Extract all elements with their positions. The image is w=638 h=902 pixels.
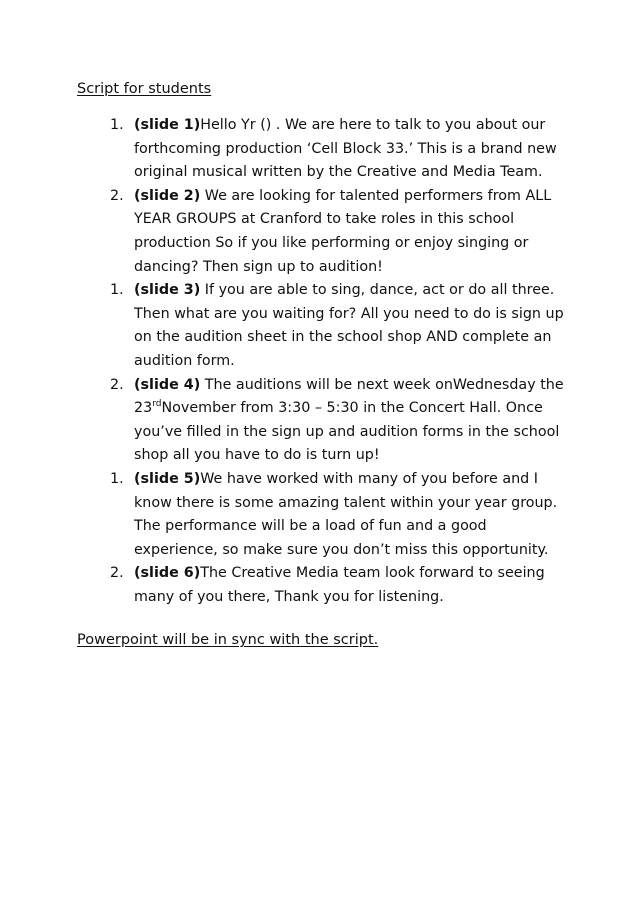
item-line: audition form. xyxy=(134,352,235,369)
item-text: We are looking for talented performers from ALL xyxy=(200,187,552,204)
item-line xyxy=(134,114,577,138)
item-line xyxy=(134,374,577,398)
item-line: dancing? Then sign up to audition! xyxy=(134,258,383,275)
item-line xyxy=(134,279,577,303)
script-item-6 xyxy=(77,562,577,609)
item-text: Hello Yr () . We are here to talk to you about our xyxy=(200,117,546,133)
slide-label: (slide 6) xyxy=(134,565,201,582)
item-number: 2. xyxy=(110,187,124,204)
item-number: 2. xyxy=(110,376,124,393)
item-line: Then what are you waiting for? All you need to do is sign up xyxy=(134,305,564,322)
item-number: 1. xyxy=(110,117,124,133)
document-heading: Script for students xyxy=(77,81,212,97)
item-line: The performance will be a load of fun and a good xyxy=(134,518,487,535)
script-item-4 xyxy=(77,374,577,468)
slide-label: (slide 3) xyxy=(134,282,201,299)
item-line xyxy=(134,562,577,586)
item-line xyxy=(134,468,577,492)
item-line: know there is some amazing talent within your year group. xyxy=(134,494,558,511)
item-line: shop all you have to do is turn up! xyxy=(134,447,380,464)
item-line xyxy=(134,185,577,209)
script-item-5 xyxy=(77,468,577,562)
item-number: 2. xyxy=(110,565,124,582)
item-line: many of you there, Thank you for listening. xyxy=(134,588,444,605)
item-text: We have worked with many of you before and I xyxy=(200,470,538,487)
item-line: you’ve filled in the sign up and audition forms in the school xyxy=(134,423,560,440)
slide-label: (slide 4) xyxy=(134,376,201,393)
item-number: 1. xyxy=(110,470,124,487)
item-line: on the audition sheet in the school shop AND complete an xyxy=(134,329,552,346)
date-rest: November from 3:30 – 5:30 in the Concert Hall. Once xyxy=(161,400,543,417)
script-item-1 xyxy=(77,114,577,185)
date-suffix: rd xyxy=(152,399,162,410)
item-line: YEAR GROUPS at Cranford to take roles in this school xyxy=(134,211,515,228)
item-text: The Creative Media team look forward to seeing xyxy=(200,565,545,582)
item-line: production So if you like performing or enjoy singing or xyxy=(134,234,529,251)
item-text: The auditions will be next week onWednesday the xyxy=(200,376,564,393)
item-line: experience, so make sure you don’t miss this opportunity. xyxy=(134,541,549,558)
item-line-date xyxy=(134,397,577,421)
item-text: If you are able to sing, dance, act or do all three. xyxy=(200,282,555,299)
date-day: 23 xyxy=(134,400,153,417)
item-line: forthcoming production ‘Cell Block 33.’ This is a brand new xyxy=(134,140,557,157)
slide-label: (slide 5) xyxy=(134,470,201,487)
slide-label: (slide 1) xyxy=(134,117,201,133)
item-number: 1. xyxy=(110,282,124,299)
item-line: original musical written by the Creative and Media Team. xyxy=(134,164,543,181)
script-item-2 xyxy=(77,185,577,279)
footer-note: Powerpoint will be in sync with the script. xyxy=(77,632,379,648)
slide-label: (slide 2) xyxy=(134,187,201,204)
script-list xyxy=(77,114,577,609)
script-item-3 xyxy=(77,279,577,373)
